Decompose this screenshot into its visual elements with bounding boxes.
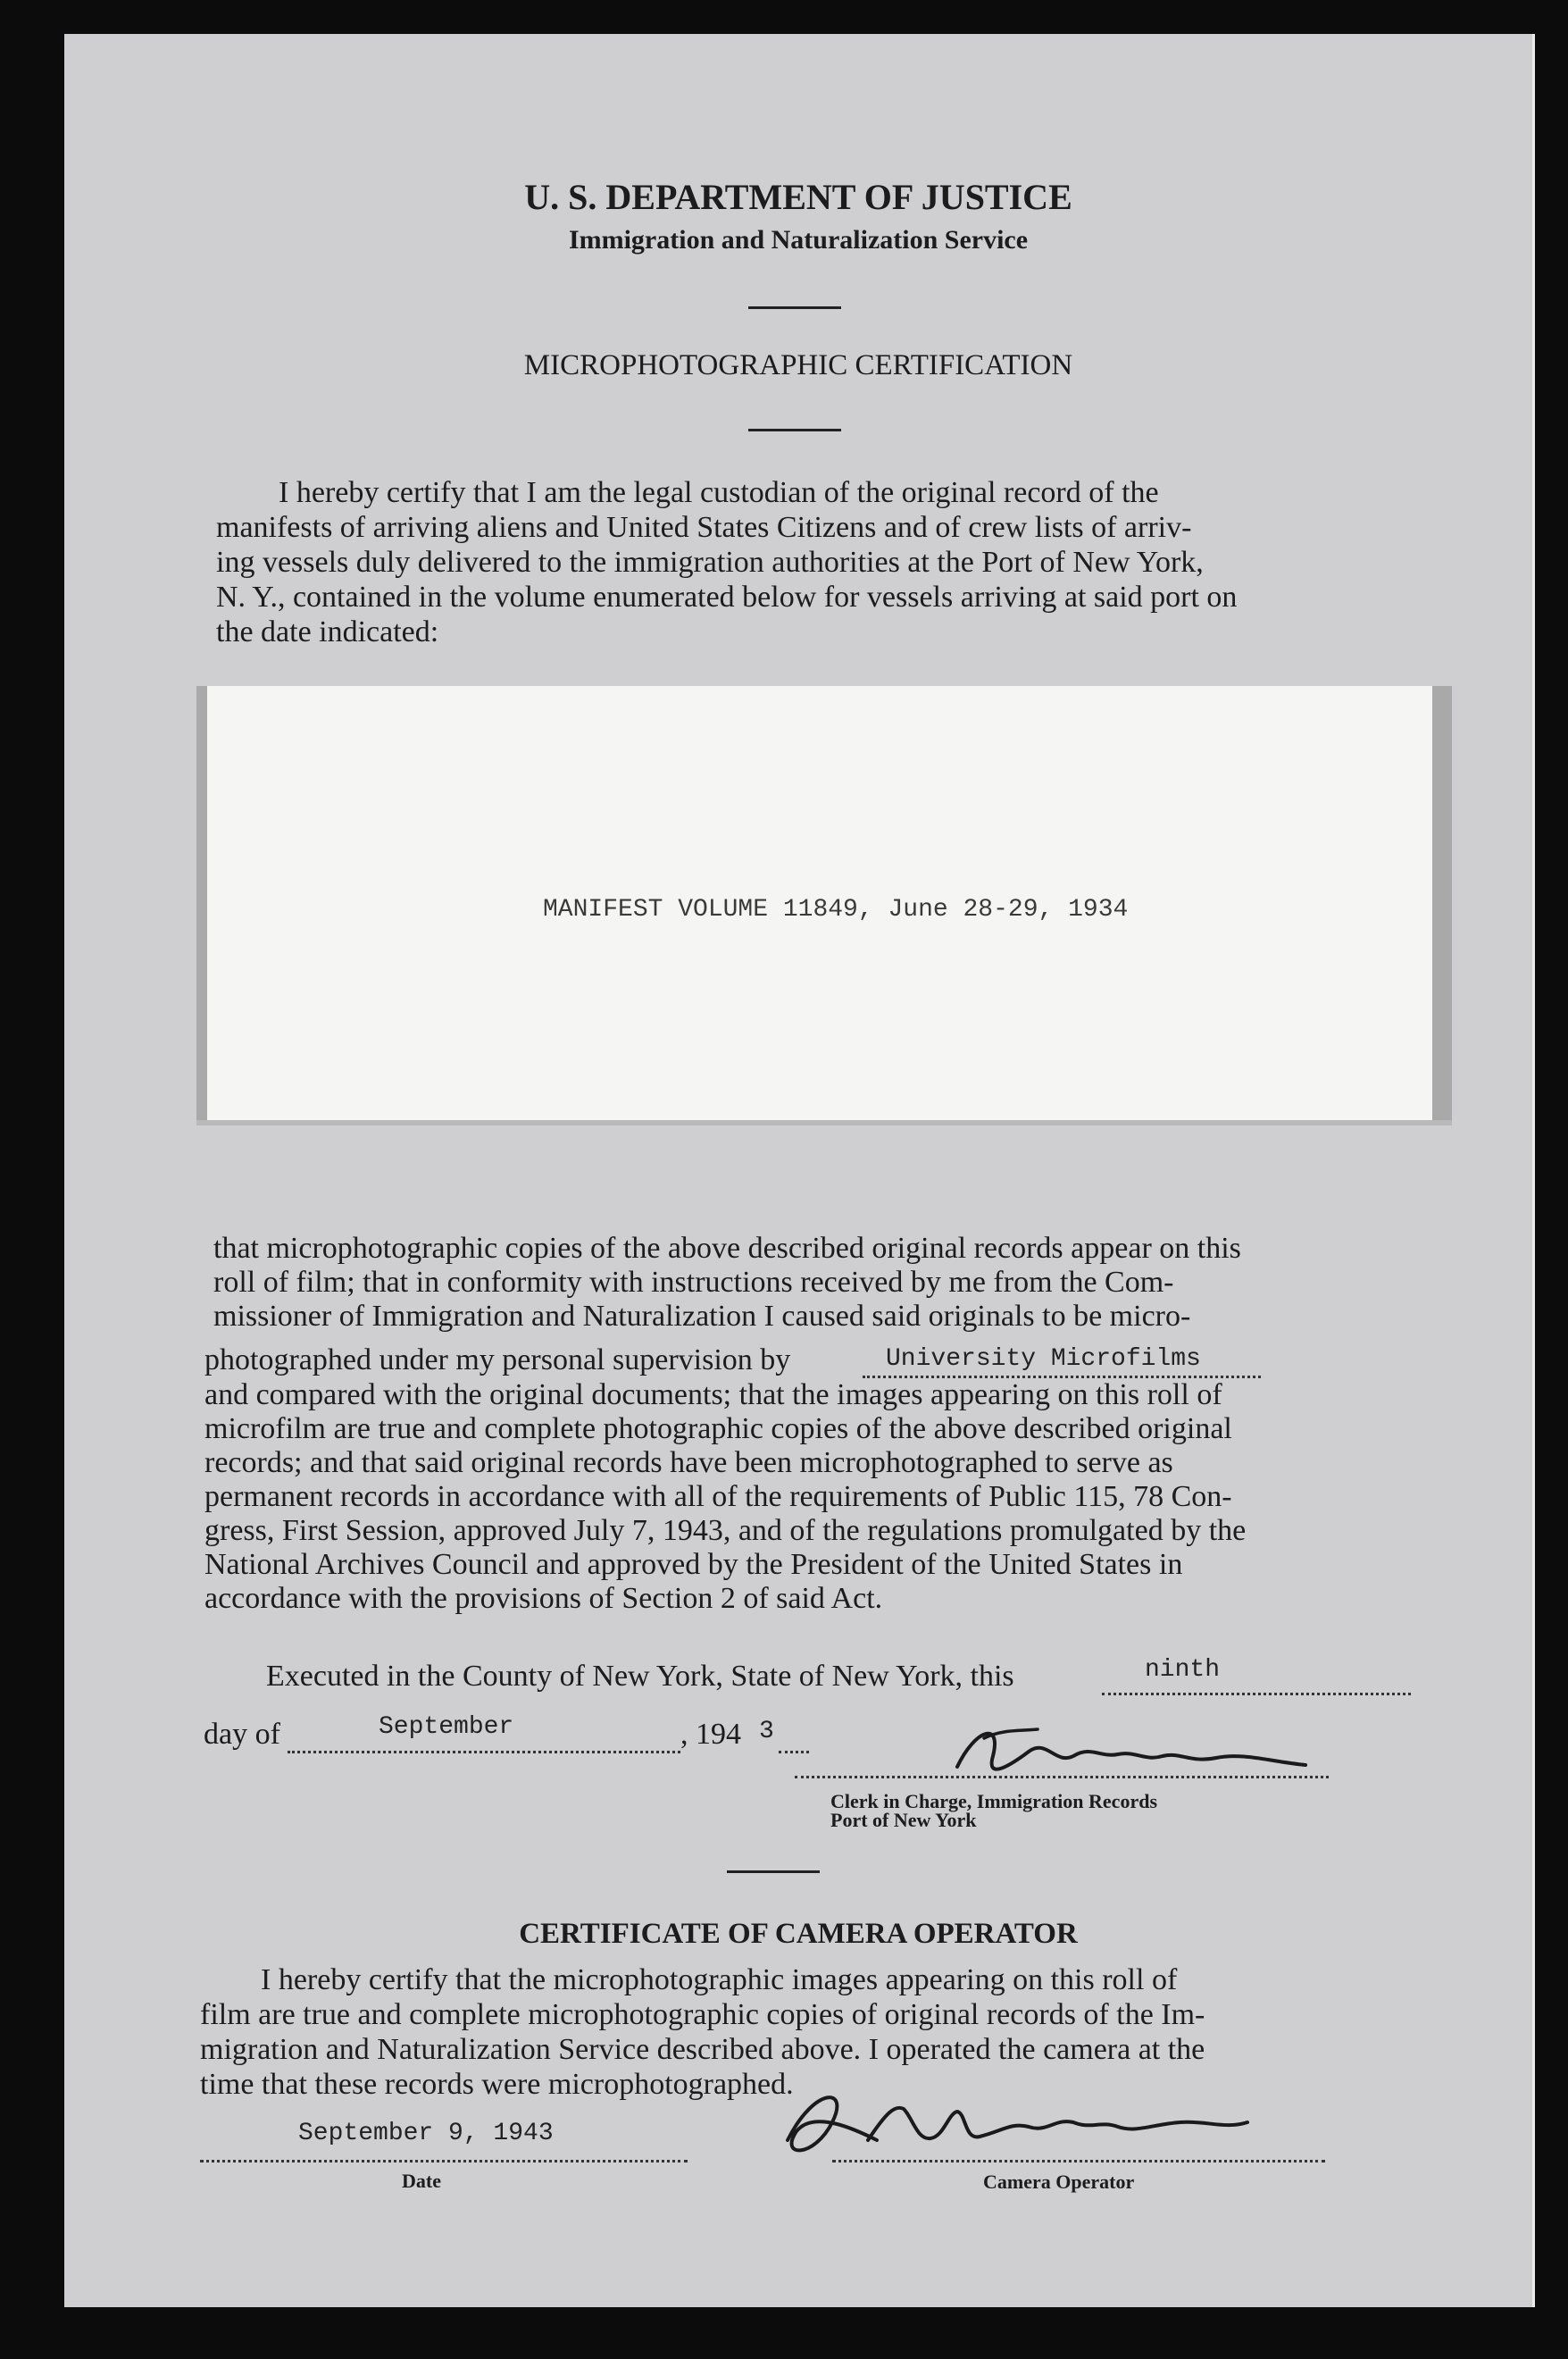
supervision-prefix: photographed under my personal supervision by [204,1343,791,1376]
body-line: gress, First Session, approved July 7, 1943, and of the regulations promulgated by the [204,1514,1247,1547]
body-line: permanent records in accordance with all of the requirements of Public 115, 78 Con- [204,1480,1232,1513]
camera-line: I hereby certify that the microphotographic images appearing on this roll of [261,1963,1178,1996]
certificate-page [64,34,1535,2307]
divider [748,306,841,309]
clerk-office: Port of New York [830,1809,977,1831]
intro-line: N. Y., contained in the volume enumerated below for vessels arriving at said port on [216,581,1238,614]
intro-line: I hereby certify that I am the legal custodian of the original record of the [279,476,1159,509]
operator-signature-line [832,2160,1325,2162]
body-line: microfilm are true and complete photographic copies of the above described original [204,1412,1232,1445]
clerk-title: Clerk in Charge, Immigration Records [830,1790,1158,1812]
year-prefix: , 194 [680,1718,741,1751]
clerk-signature [948,1702,1323,1801]
camera-heading: CERTIFICATE OF CAMERA OPERATOR [519,1918,1078,1950]
service-subtitle: Immigration and Naturalization Service [568,225,1029,255]
divider [748,429,841,431]
year-digit: 3 [759,1718,774,1745]
day-fill-line [1102,1693,1411,1695]
executed-day: ninth [1145,1656,1221,1684]
intro-line: manifests of arriving aliens and United States Citizens and of crew lists of arriv- [216,511,1192,544]
day-of-label: day of [204,1718,280,1751]
body-line: National Archives Council and approved by the President of the United States in [204,1548,1183,1581]
camera-line: migration and Naturalization Service described above. I operated the camera at the [200,2033,1205,2066]
camera-line: time that these records were microphotographed. [200,2068,794,2101]
manifest-volume-text: MANIFEST VOLUME 11849, June 28-29, 1934 [543,896,1129,924]
year-fill-line [779,1751,809,1753]
body-line: roll of film; that in conformity with instructions received by me from the Com- [213,1266,1174,1299]
intro-line: the date indicated: [216,615,439,648]
month-fill-line [288,1751,680,1753]
body-line: accordance with the provisions of Section 2 of said Act. [204,1582,883,1615]
body-line: records; and that said original records have been microphotographed to serve as [204,1446,1173,1479]
intro-line: ing vessels duly delivered to the immigration authorities at the Port of New York, [216,546,1204,579]
camera-operator-label: Camera Operator [983,2171,1135,2193]
executed-prefix: Executed in the County of New York, State of New York, this [266,1660,1014,1693]
agency-title: U. S. DEPARTMENT OF JUSTICE [524,177,1072,217]
date-fill-line [200,2160,688,2162]
date-label: Date [402,2170,441,2192]
camera-date: September 9, 1943 [298,2120,554,2147]
manifest-volume-slip [196,686,1452,1120]
body-line: that microphotographic copies of the above described original records appear on this [213,1232,1241,1265]
body-line: and compared with the original documents; that the images appearing on this roll of [204,1378,1222,1411]
body-line: missioner of Immigration and Naturalization I caused said originals to be micro- [213,1300,1191,1333]
camera-line: film are true and complete microphotographic copies of original records of the Im- [200,1998,1205,2031]
clerk-signature-line [795,1776,1329,1778]
form-title: MICROPHOTOGRAPHIC CERTIFICATION [523,349,1073,381]
divider [727,1870,820,1873]
executed-month: September [379,1713,514,1741]
supervisor-name: University Microfilms [886,1345,1201,1373]
